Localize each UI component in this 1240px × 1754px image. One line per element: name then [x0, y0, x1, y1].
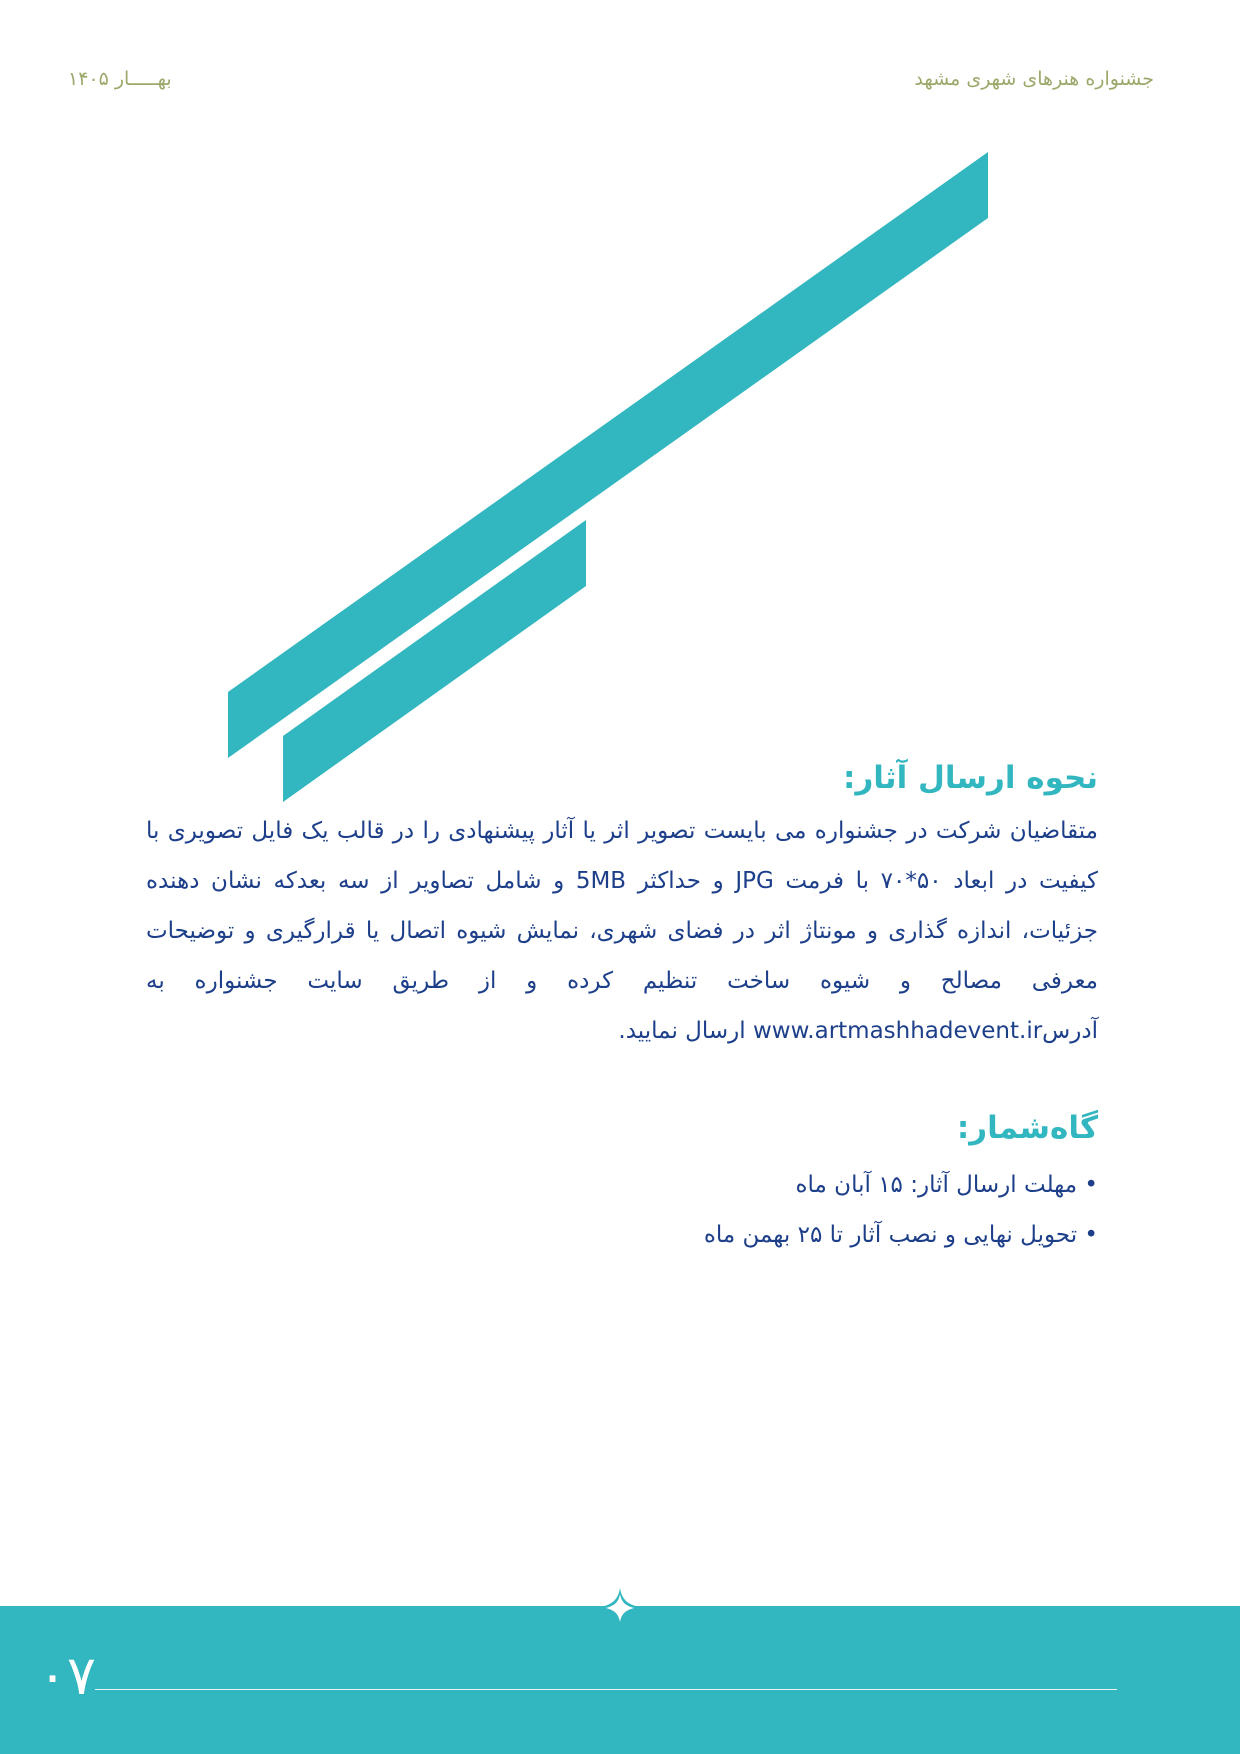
timeline-list: [146, 1160, 1098, 1260]
list-item: • مهلت ارسال آثار: ۱۵ آبان ماه: [146, 1160, 1098, 1210]
submission-text-end: ارسال نمایید.: [618, 1018, 753, 1044]
festival-website-link[interactable]: www.artmashhadevent.ir: [752, 1018, 1043, 1044]
festival-title: جشنواره هنرهای شهری مشهد: [914, 68, 1154, 90]
list-item: • تحویل نهایی و نصب آثار تا ۲۵ بهمن ماه: [146, 1210, 1098, 1260]
long-stripe: [228, 152, 988, 758]
footer-bar: [0, 1606, 1240, 1754]
page-number: ۰۷: [38, 1644, 97, 1707]
season-label: بهـــــار ۱۴۰۵: [68, 68, 172, 90]
submission-paragraph: [146, 806, 1098, 1056]
submission-text: متقاضیان شرکت در جشنواره می بایست تصویر اثر یا آثار پیشنهادی را در قالب یک فایل تصویری با کیفیت در ابعاد ۵۰*۷۰ با فرمت JPG و حداکثر 5MB و شامل تصاویر از سه بعدکه نشان دهنده جزئیات، اندازه گذاری و مونتاژ اثر در فضای شهری، نمایش شیوه اتصال یا قرارگیری و توضیحات معرفی مصالح و شیوه ساخت تنظیم کرده و از طریق سایت جشنواره به آدرس: [146, 818, 1098, 1044]
sparkle-star-icon: [594, 1588, 646, 1628]
footer-divider: [95, 1689, 1117, 1690]
timeline-heading: گاه‌شمار:: [956, 1110, 1098, 1146]
submission-heading: نحوه ارسال آثار:: [843, 760, 1098, 796]
timeline-section: [146, 1110, 1098, 1260]
decorative-diagonal-stripes: [0, 0, 1240, 820]
submission-section: [146, 760, 1098, 1056]
